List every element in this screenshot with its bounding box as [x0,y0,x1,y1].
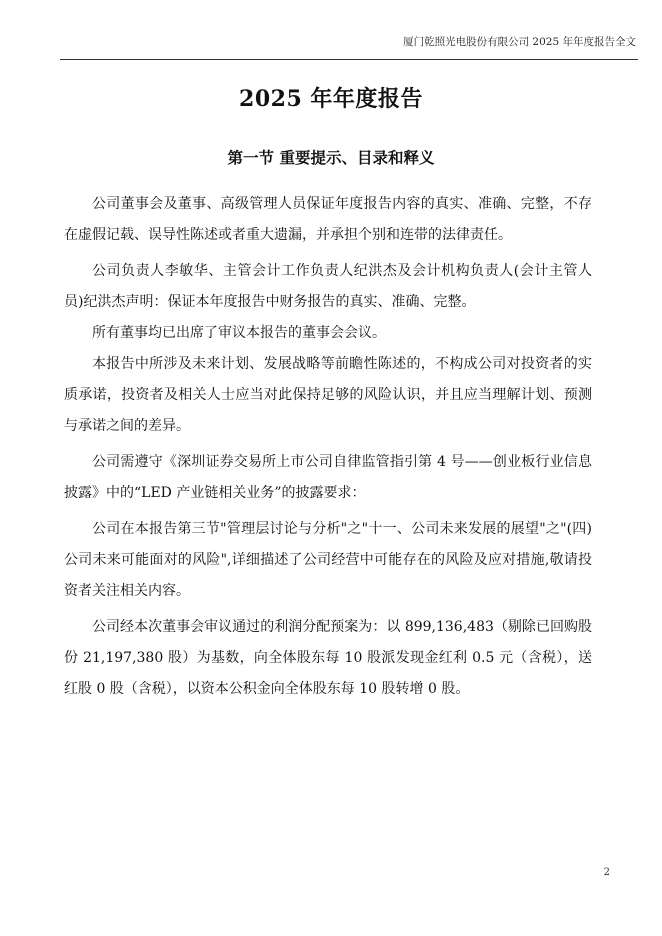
header-divider [60,59,638,60]
paragraph-disclosure-requirements: 公司需遵守《深圳证券交易所上市公司自律监管指引第 4 号——创业板行业信息披露》中的“LED 产业链相关业务”的披露要求： [64,454,592,501]
important-notice-body [64,189,592,705]
running-header: 厦门乾照光电股份有限公司 2025 年年度报告全文 [403,36,636,48]
paragraph-forward-looking: 本报告中所涉及未来计划、发展战略等前瞻性陈述的，不构成公司对投资者的实质承诺，投资者及相关人士应当对此保持足够的风险认识，并且应当理解计划、预测与承诺之间的差异。 [64,356,592,434]
paragraph-board-guarantee: 公司董事会及董事、高级管理人员保证年度报告内容的真实、准确、完整，不存在虚假记载、误导性陈述或者重大遗漏，并承担个别和连带的法律责任。 [64,196,592,243]
page-number: 2 [603,867,610,878]
paragraph-responsible-persons: 公司负责人李敏华、主管会计工作负责人纪洪杰及会计机构负责人(会计主管人员)纪洪杰声明：保证本年度报告中财务报告的真实、准确、完整。 [64,263,592,310]
paragraph-risk-reference: 公司在本报告第三节"管理层讨论与分析"之"十一、公司未来发展的展望"之"(四)公司未来可能面对的风险",详细描述了公司经营中可能存在的风险及应对措施,敬请投资者关注相关内容。 [64,521,592,599]
section-title: 第一节 重要提示、目录和释义 [227,148,435,167]
paragraph-profit-distribution: 公司经本次董事会审议通过的利润分配预案为：以 899,136,483（剔除已回购股份 21,197,380 股）为基数，向全体股东每 10 股派发现金红利 0.5 元（含税），送红股 0 股（含税），以资本公积金向全体股东每 10 股转增 0 股。 [64,619,592,697]
paragraph-attendance: 所有董事均已出席了审议本报告的董事会会议。 [92,325,386,341]
report-title: 2025 年年度报告 [239,86,423,112]
